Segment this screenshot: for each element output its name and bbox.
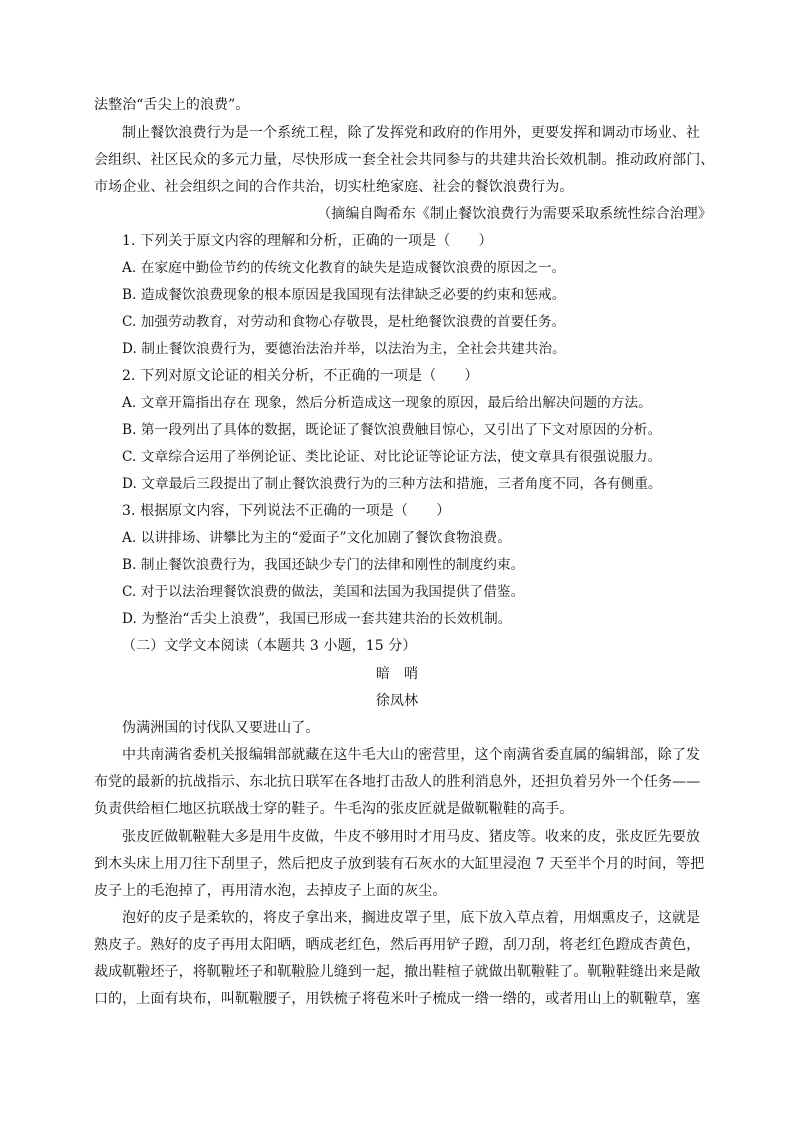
story-title: 暗 哨 xyxy=(375,666,419,682)
answer-option: D. 制止餐饮浪费行为，要德治法治并举，以法治为主，全社会共建共治。 xyxy=(122,341,566,357)
paragraph-line: 伪满洲国的讨伐队又要进山了。 xyxy=(122,720,320,736)
section-heading: （二）文学文本阅读（本题共 3 小题，15 分） xyxy=(122,638,417,654)
answer-option: A. 在家庭中勤俭节约的传统文化教育的缺失是造成餐饮浪费的原因之一。 xyxy=(122,260,566,276)
source-citation: （摘编自陶希东《制止餐饮浪费行为需要采取系统性综合治理》 xyxy=(317,206,712,222)
answer-option: C. 文章综合运用了举例论证、类比论证、对比论证等论证方法，使文章具有很强说服力。 xyxy=(122,449,662,465)
paragraph-line: 到木头床上用刀往下刮里子，然后把皮子放到装有石灰水的大缸里浸泡 7 天至半个月的时间，等把 xyxy=(94,856,705,872)
answer-option: A. 以讲排场、讲攀比为主的“爱面子”文化加剧了餐饮食物浪费。 xyxy=(122,530,511,546)
answer-option: B. 造成餐饮浪费现象的根本原因是我国现有法律缺乏必要的约束和惩戒。 xyxy=(122,287,566,303)
answer-option: B. 第一段列出了具体的数据，既论证了餐饮浪费触目惊心，又引出了下文对原因的分析。 xyxy=(122,422,662,438)
paragraph-line: 口的，上面有块布，叫靰鞡腰子，用铁梳子将苞米叶子梳成一绺一绺的，或者用山上的靰鞡草，塞 xyxy=(94,991,701,1007)
paragraph-line: 市场企业、社会组织之间的合作共治，切实杜绝家庭、社会的餐饮浪费行为。 xyxy=(94,179,574,195)
paragraph-line: 会组织、社区民众的多元力量，尽快形成一套全社会共同参与的共建共治长效机制。推动政府部门、 xyxy=(94,152,715,168)
paragraph-line: 张皮匠做靰鞡鞋大多是用牛皮做，牛皮不够用时才用马皮、猪皮等。收来的皮，张皮匠先要放 xyxy=(122,829,701,845)
question-stem: 1. 下列关于原文内容的理解和分析，正确的一项是（ ） xyxy=(122,233,493,249)
paragraph-line: 泡好的皮子是柔软的，将皮子拿出来，搁进皮罩子里，底下放入草点着，用烟熏皮子，这就是 xyxy=(122,910,701,926)
answer-option: D. 文章最后三段提出了制止餐饮浪费行为的三种方法和措施，三者角度不同，各有侧重。 xyxy=(122,476,662,492)
answer-option: A. 文章开篇指出存在 现象，然后分析造成这一现象的原因，最后给出解决问题的方法。 xyxy=(122,395,652,411)
paragraph-line: 裁成靰鞡坯子，将靰鞡坯子和靰鞡脸儿缝到一起，撤出鞋楦子就做出靰鞡鞋了。靰鞡鞋缝出来是敞 xyxy=(94,964,701,980)
answer-option: B. 制止餐饮浪费行为，我国还缺少专门的法律和刚性的制度约束。 xyxy=(122,557,525,573)
paragraph-line: 皮子上的毛泡掉了，再用清水泡，去掉皮子上面的灰尘。 xyxy=(94,883,447,899)
paragraph-line: 熟皮子。熟好的皮子再用太阳晒，晒成老红色，然后再用铲子蹬，刮刀刮，将老红色蹬成杏黄色， xyxy=(94,937,701,953)
question-stem: 2. 下列对原文论证的相关分析，不正确的一项是（ ） xyxy=(122,368,479,384)
answer-option: C. 加强劳动教育，对劳动和食物心存敬畏，是杜绝餐饮浪费的首要任务。 xyxy=(122,314,566,330)
answer-option: C. 对于以法治理餐饮浪费的做法，美国和法国为我国提供了借鉴。 xyxy=(122,584,525,600)
paragraph-line: 负责供给桓仁地区抗联战士穿的鞋子。牛毛沟的张皮匠就是做靰鞡鞋的高手。 xyxy=(94,801,574,817)
question-stem: 3. 根据原文内容，下列说法不正确的一项是（ ） xyxy=(122,503,451,519)
paragraph-line: 中共南满省委机关报编辑部就藏在这牛毛大山的密营里，这个南满省委直属的编辑部，除了发 xyxy=(122,747,701,763)
paragraph-line: 布党的最新的抗战指示、东北抗日联军在各地打击敌人的胜利消息外，还担负着另外一个任务—— xyxy=(94,774,701,790)
story-author: 徐凤林 xyxy=(375,693,419,709)
paragraph-line: 制止餐饮浪费行为是一个系统工程，除了发挥党和政府的作用外，更要发挥和调动市场业、社 xyxy=(122,125,701,141)
answer-option: D. 为整治“舌尖上浪费”，我国已形成一套共建共治的长效机制。 xyxy=(122,611,512,627)
paragraph-line: 法整治“舌尖上的浪费”。 xyxy=(94,97,250,113)
